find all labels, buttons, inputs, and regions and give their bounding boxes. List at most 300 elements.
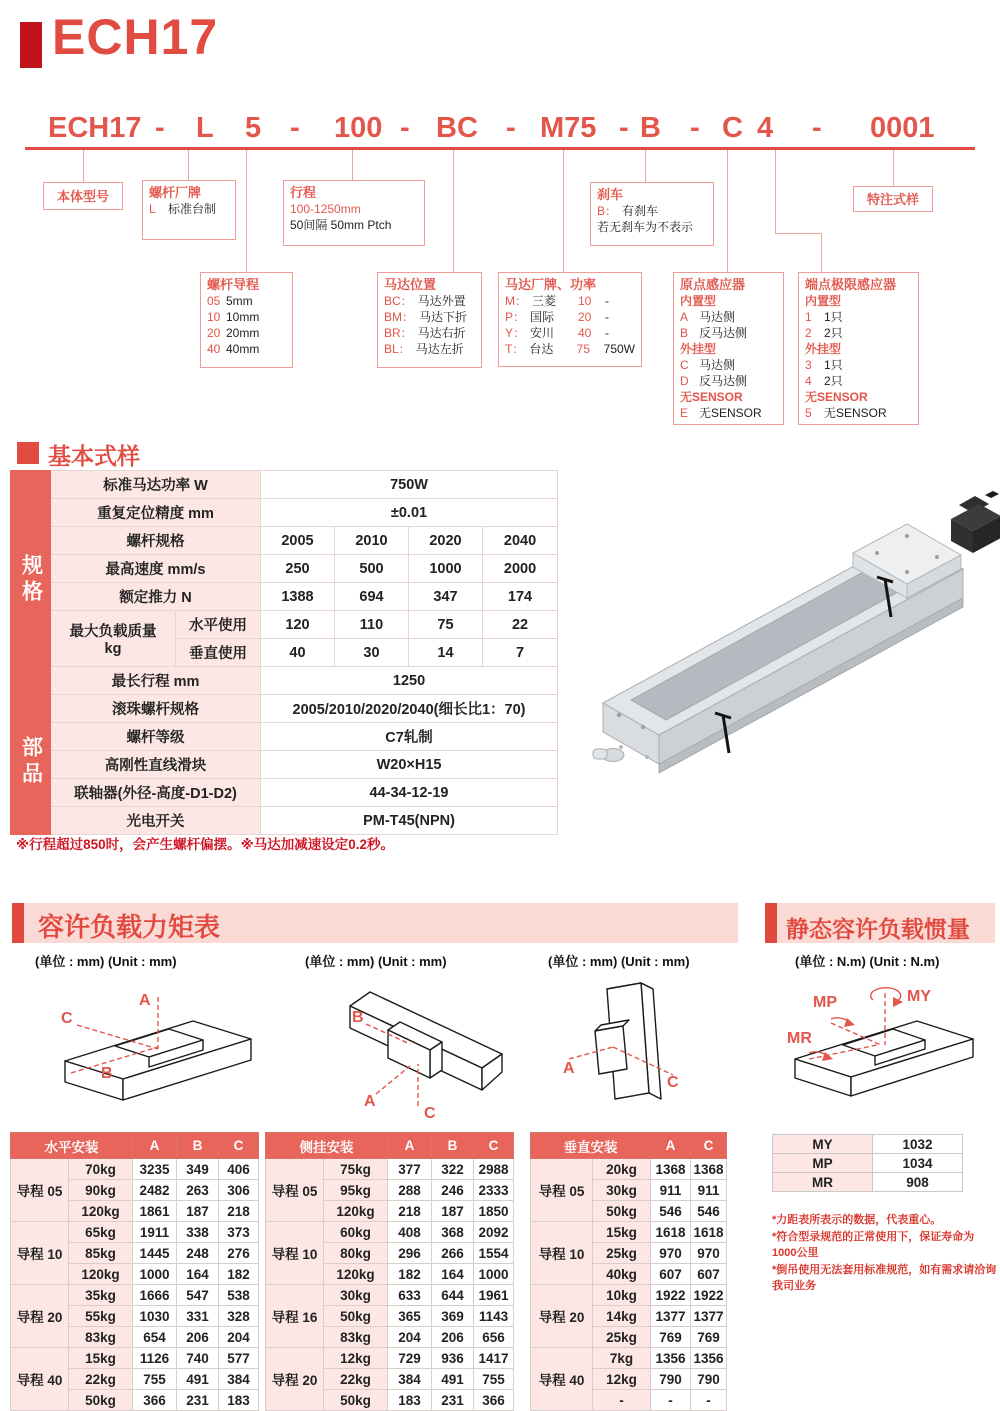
value-cell: 1356 (691, 1348, 727, 1369)
lead-cell: 导程 20 (266, 1348, 324, 1411)
callout-code: B： (597, 204, 618, 218)
mount-row (11, 1222, 259, 1243)
callout-subheading: 内置型 (680, 294, 717, 308)
load-cell: 15kg (593, 1222, 651, 1243)
callout-watt: 750W (603, 342, 635, 356)
value-cell: 1961 (474, 1285, 514, 1306)
value-cell: 1861 (133, 1201, 177, 1222)
load-cell: 30kg (593, 1180, 651, 1201)
load-cell: 25kg (593, 1243, 651, 1264)
spec-row-label: 螺杆等级 (51, 723, 261, 751)
callout-text: 10mm (226, 310, 260, 324)
value-cell: 328 (219, 1306, 259, 1327)
vertical-mount-table (530, 1132, 726, 1411)
spec-cell: 347 (409, 583, 483, 611)
callout-text: 反马达侧 (699, 326, 748, 340)
spec-row (11, 583, 558, 611)
callout-subheading: 内置型 (805, 294, 842, 308)
spec-cell: 250 (261, 555, 335, 583)
spec-cell: 14 (409, 639, 483, 667)
callout-power: 10 (578, 294, 592, 308)
value-cell: 276 (219, 1243, 259, 1264)
value-cell: 1126 (133, 1348, 177, 1369)
callout-10 (798, 272, 919, 425)
moment-section-heading: 容许负载力矩表 (38, 912, 221, 942)
spec-cell: 110 (335, 611, 409, 639)
value-cell: 246 (432, 1180, 474, 1201)
inertia-row (773, 1154, 963, 1173)
value-cell: 384 (388, 1369, 432, 1390)
model-code-segment: ECH17 (48, 112, 142, 144)
spec-row-label: 最长行程 mm (51, 667, 261, 695)
mount-row (531, 1348, 727, 1369)
diagram2-label-a: A (364, 1093, 376, 1110)
spec-side-label: 规格 (11, 471, 51, 695)
value-cell: 577 (219, 1348, 259, 1369)
callout-6 (200, 272, 293, 368)
inertia-table-grid (772, 1134, 963, 1192)
value-cell: 607 (651, 1264, 691, 1285)
horizontal-mount-diagram (55, 983, 280, 1118)
model-code-segment: - (155, 112, 165, 144)
model-code-segment: 5 (245, 112, 262, 144)
mount-row (266, 1348, 514, 1369)
value-cell: 1356 (651, 1348, 691, 1369)
spec-row-label: 额定推力 N (51, 583, 261, 611)
spec-row (11, 667, 558, 695)
mount-col-header: A (388, 1133, 432, 1159)
spec-cell: 7 (483, 639, 558, 667)
mount-row (11, 1285, 259, 1306)
callout-text: 1只 (824, 358, 843, 372)
value-cell: 644 (432, 1285, 474, 1306)
spec-row-label: 最大负载质量 kg (51, 611, 176, 667)
callout-connector-line (352, 150, 353, 180)
callout-row (207, 293, 286, 309)
callout-power: 75 (576, 342, 590, 356)
diagram4-label-my: MY (907, 988, 931, 1005)
mount-row (266, 1159, 514, 1180)
mount-row (531, 1222, 727, 1243)
callout-connector-line (645, 150, 646, 182)
value-cell: 547 (177, 1285, 219, 1306)
lead-cell: 导程 10 (531, 1222, 593, 1285)
inertia-label: MR (773, 1173, 873, 1192)
model-code-segment: - (619, 112, 629, 144)
callout-text: 马达右折 (417, 326, 466, 340)
value-cell: 1368 (651, 1159, 691, 1180)
spec-row-label: 最高速度 mm/s (51, 555, 261, 583)
value-cell: 288 (388, 1180, 432, 1201)
spec-row-value: 750W (261, 471, 558, 499)
value-cell: 1666 (133, 1285, 177, 1306)
value-cell: 331 (177, 1306, 219, 1327)
inertia-table (772, 1134, 962, 1192)
spec-row-label: 联轴器(外径-高度-D1-D2) (51, 779, 261, 807)
callout-code: C (680, 358, 689, 372)
callout-9 (673, 272, 784, 425)
inertia-note-line: *符合型录规范的正常使用下，保证寿命为1000公里 (772, 1230, 975, 1259)
load-cell: 120kg (324, 1201, 388, 1222)
callout-code: M： (505, 294, 527, 308)
spec-sub-label: 水平使用 (176, 611, 261, 639)
value-cell: - (651, 1390, 691, 1411)
spec-row-label: 高刚性直线滑块 (51, 751, 261, 779)
callout-row (680, 405, 777, 421)
callout-row (207, 309, 286, 325)
lead-cell: 导程 40 (11, 1348, 69, 1411)
callout-row (505, 341, 635, 357)
load-cell: 90kg (69, 1180, 133, 1201)
inertia-label: MP (773, 1154, 873, 1173)
callout-code: L (149, 202, 156, 216)
value-cell: 231 (432, 1390, 474, 1411)
lead-cell: 导程 05 (11, 1159, 69, 1222)
value-cell: 538 (219, 1285, 259, 1306)
load-cell: 50kg (324, 1390, 388, 1411)
value-cell: 296 (388, 1243, 432, 1264)
callout-row (384, 293, 475, 309)
value-cell: 1368 (691, 1159, 727, 1180)
spec-cell: 22 (483, 611, 558, 639)
spec-row-label: 标准马达功率 W (51, 471, 261, 499)
callout-code: BR： (384, 326, 413, 340)
lead-cell: 导程 10 (266, 1222, 324, 1285)
inertia-value: 1034 (873, 1154, 963, 1173)
spec-cell: 40 (261, 639, 335, 667)
value-cell: 546 (651, 1201, 691, 1222)
model-code-segment: 100 (334, 112, 383, 144)
value-cell: 406 (219, 1159, 259, 1180)
value-cell: 204 (388, 1327, 432, 1348)
mount-table-title: 侧挂安装 (266, 1133, 388, 1159)
load-cell: 70kg (69, 1159, 133, 1180)
unit-label-2: (单位 : mm) (Unit : mm) (305, 954, 447, 969)
callout-row (384, 341, 475, 357)
inertia-note-line: *力距表所表示的数据，代表重心。 (772, 1214, 942, 1226)
value-cell: 491 (177, 1369, 219, 1390)
spec-row-label: 重复定位精度 mm (51, 499, 261, 527)
section-square-icon (17, 442, 39, 464)
load-cell: 20kg (593, 1159, 651, 1180)
inertia-row (773, 1173, 963, 1192)
value-cell: 182 (219, 1264, 259, 1285)
spec-row (11, 527, 558, 555)
inertia-row (773, 1135, 963, 1154)
callout-row (805, 405, 912, 421)
callout-code: D (680, 374, 689, 388)
callout-2 (142, 180, 236, 240)
callout-text: 马达下折 (419, 310, 468, 324)
spec-section-heading: 基本式样 (48, 443, 140, 469)
diagram1-label-b: B (101, 1065, 113, 1082)
page-title: ECH17 (52, 9, 219, 65)
callout-row (384, 325, 475, 341)
value-cell: 936 (432, 1348, 474, 1369)
value-cell: 3235 (133, 1159, 177, 1180)
callout-watt: - (605, 310, 609, 324)
callout-row (597, 203, 707, 219)
title-accent-bar (20, 22, 42, 68)
callout-power: 20 (578, 310, 592, 324)
callout-subheading: 无SENSOR (805, 390, 868, 404)
mount-row (11, 1159, 259, 1180)
value-cell: 970 (651, 1243, 691, 1264)
value-cell: 790 (651, 1369, 691, 1390)
load-cell: 50kg (324, 1306, 388, 1327)
value-cell: 1417 (474, 1348, 514, 1369)
load-cell: 50kg (69, 1390, 133, 1411)
value-cell: 1000 (133, 1264, 177, 1285)
value-cell: 2092 (474, 1222, 514, 1243)
value-cell: 248 (177, 1243, 219, 1264)
callout-text: 2只 (824, 374, 843, 388)
callout-title: 端点极限感应器 (805, 277, 897, 292)
callout-watt: - (605, 326, 609, 340)
callout-text: 5mm (226, 294, 253, 308)
load-cell: 65kg (69, 1222, 133, 1243)
spec-row-value: C7轧制 (261, 723, 558, 751)
value-cell: 322 (432, 1159, 474, 1180)
value-cell: 911 (651, 1180, 691, 1201)
callout-row (149, 201, 229, 217)
lead-cell: 导程 16 (266, 1285, 324, 1348)
callout-text: 国际 (530, 310, 555, 324)
spec-cell: 2005 (261, 527, 335, 555)
model-code-segment: L (196, 112, 214, 144)
spec-cell: 1388 (261, 583, 335, 611)
value-cell: 164 (432, 1264, 474, 1285)
spec-row-value: 1250 (261, 667, 558, 695)
callout-connector-line (453, 150, 454, 272)
load-cell: 40kg (593, 1264, 651, 1285)
mount-col-header: B (177, 1133, 219, 1159)
mount-table-grid (530, 1132, 727, 1411)
value-cell: 769 (691, 1327, 727, 1348)
value-cell: 607 (691, 1264, 727, 1285)
mount-header-row (266, 1133, 514, 1159)
callout-watt: - (605, 294, 609, 308)
inertia-section-heading: 静态容许负载惯量 (786, 916, 970, 942)
value-cell: 2988 (474, 1159, 514, 1180)
load-cell: 75kg (324, 1159, 388, 1180)
spec-cell: 500 (335, 555, 409, 583)
load-cell: 60kg (324, 1222, 388, 1243)
spec-row (11, 611, 558, 639)
inertia-diagram (785, 983, 995, 1113)
load-cell: 55kg (69, 1306, 133, 1327)
callout-row (207, 341, 286, 357)
load-cell: 15kg (69, 1348, 133, 1369)
value-cell: 1445 (133, 1243, 177, 1264)
callout-text: 有刹车 (622, 204, 659, 218)
value-cell: 366 (474, 1390, 514, 1411)
mount-table-title: 垂直安装 (531, 1133, 651, 1159)
callout-title: 原点感应器 (680, 277, 746, 292)
callout-row (805, 325, 912, 341)
value-cell: 183 (219, 1390, 259, 1411)
value-cell: 366 (133, 1390, 177, 1411)
callout-code: B (680, 326, 689, 340)
load-cell: 12kg (324, 1348, 388, 1369)
model-code-segment: 4 (757, 112, 774, 144)
callout-row (384, 309, 475, 325)
mount-col-header: C (691, 1133, 727, 1159)
value-cell: 755 (474, 1369, 514, 1390)
callout-code: 5 (805, 406, 812, 420)
callout-8 (498, 272, 642, 367)
load-cell: 10kg (593, 1285, 651, 1306)
value-cell: 263 (177, 1180, 219, 1201)
spec-row-label: 滚珠螺杆规格 (51, 695, 261, 723)
callout-code: 3 (805, 358, 812, 372)
lead-cell: 导程 05 (531, 1159, 593, 1222)
model-code-segment: - (506, 112, 516, 144)
model-code-underline (25, 147, 975, 150)
callout-row (680, 373, 777, 389)
spec-row (11, 555, 558, 583)
unit-label-4: (单位 : N.m) (Unit : N.m) (795, 954, 940, 969)
callout-code: 1 (805, 310, 812, 324)
callout-connector-line (775, 233, 821, 234)
diagram1-label-a: A (139, 992, 151, 1009)
value-cell: 204 (219, 1327, 259, 1348)
value-cell: 656 (474, 1327, 514, 1348)
mount-col-header: A (133, 1133, 177, 1159)
load-cell: - (593, 1390, 651, 1411)
callout-text: 标准台制 (168, 202, 217, 216)
side-mount-table (265, 1132, 513, 1411)
inertia-banner-bar (765, 903, 777, 943)
mount-row (11, 1348, 259, 1369)
value-cell: 231 (177, 1390, 219, 1411)
inertia-value: 1032 (873, 1135, 963, 1154)
load-cell: 83kg (69, 1327, 133, 1348)
callout-subheading: 外挂型 (805, 342, 842, 356)
callout-1 (43, 182, 123, 210)
callout-code: 20 (207, 326, 221, 340)
callout-code: E (680, 406, 689, 420)
value-cell: - (691, 1390, 727, 1411)
value-cell: 546 (691, 1201, 727, 1222)
model-code-segment: B (640, 112, 661, 144)
callout-row (290, 217, 418, 233)
callout-row (505, 309, 635, 325)
spec-row (11, 695, 558, 723)
callout-code: 40 (207, 342, 221, 356)
mount-row (266, 1222, 514, 1243)
load-cell: 25kg (593, 1327, 651, 1348)
diagram1-label-c: C (61, 1010, 73, 1027)
load-cell: 22kg (324, 1369, 388, 1390)
callout-3 (283, 180, 425, 246)
callout-code: BL： (384, 342, 411, 356)
callout-connector-line (727, 150, 728, 272)
callout-subheading: 外挂型 (680, 342, 717, 356)
callout-connector-line (821, 233, 822, 272)
value-cell: 1922 (691, 1285, 727, 1306)
callout-title: 马达位置 (384, 277, 437, 292)
model-code-segment: - (400, 112, 410, 144)
diagram3-label-a: A (563, 1060, 575, 1077)
value-cell: 1922 (651, 1285, 691, 1306)
inertia-note-line: *倒吊使用无法套用标准规范，如有需求请洽询我司业务 (772, 1263, 997, 1292)
callout-connector-line (563, 150, 564, 272)
model-code-segment: - (290, 112, 300, 144)
value-cell: 187 (432, 1201, 474, 1222)
spec-row-label: 螺杆规格 (51, 527, 261, 555)
spec-cell: 75 (409, 611, 483, 639)
value-cell: 911 (691, 1180, 727, 1201)
callout-code: P： (505, 310, 526, 324)
callout-row (805, 373, 912, 389)
value-cell: 306 (219, 1180, 259, 1201)
value-cell: 349 (177, 1159, 219, 1180)
callout-text: 马达侧 (699, 310, 736, 324)
value-cell: 368 (432, 1222, 474, 1243)
spec-row-value: W20×H15 (261, 751, 558, 779)
value-cell: 491 (432, 1369, 474, 1390)
spec-table (10, 470, 557, 835)
value-cell: 183 (388, 1390, 432, 1411)
side-mount-diagram (330, 980, 520, 1130)
value-cell: 206 (432, 1327, 474, 1348)
value-cell: 769 (651, 1327, 691, 1348)
value-cell: 1377 (651, 1306, 691, 1327)
callout-text: 反马达侧 (699, 374, 748, 388)
callout-code: BC： (384, 294, 413, 308)
callout-power: 40 (578, 326, 592, 340)
value-cell: 2333 (474, 1180, 514, 1201)
callout-code: 2 (805, 326, 812, 340)
spec-row-value: PM-T45(NPN) (261, 807, 558, 835)
inertia-notes (772, 1212, 998, 1295)
value-cell: 2482 (133, 1180, 177, 1201)
value-cell: 408 (388, 1222, 432, 1243)
callout-connector-line (893, 150, 894, 186)
load-cell: 22kg (69, 1369, 133, 1390)
callout-title: 马达厂牌、功率 (505, 277, 597, 292)
callout-title: 行程 (290, 185, 317, 200)
value-cell: 369 (432, 1306, 474, 1327)
value-cell: 187 (177, 1201, 219, 1222)
lead-cell: 导程 40 (531, 1348, 593, 1411)
mount-row (531, 1159, 727, 1180)
spec-cell: 2040 (483, 527, 558, 555)
value-cell: 1618 (691, 1222, 727, 1243)
mount-row (531, 1285, 727, 1306)
callout-row (680, 357, 777, 373)
callout-code: 4 (805, 374, 812, 388)
model-code-segment: BC (436, 112, 478, 144)
horizontal-mount-table (10, 1132, 258, 1411)
load-cell: 30kg (324, 1285, 388, 1306)
spec-row-value: 44-34-12-19 (261, 779, 558, 807)
callout-row (805, 357, 912, 373)
mount-col-header: C (219, 1133, 259, 1159)
spec-footnote: ※行程超过850时，会产生螺杆偏摆。※马达加减速设定0.2秒。 (16, 837, 395, 852)
callout-title: 螺杆厂牌 (149, 185, 202, 200)
value-cell: 790 (691, 1369, 727, 1390)
callout-row (290, 201, 418, 217)
load-cell: 7kg (593, 1348, 651, 1369)
callout-code: A (680, 310, 689, 324)
spec-row-value: 2005/2010/2020/2040(细长比1：70) (261, 695, 558, 723)
spec-row (11, 751, 558, 779)
spec-side-label: 部品 (11, 695, 51, 835)
callout-connector-line (83, 150, 84, 182)
value-cell: 654 (133, 1327, 177, 1348)
